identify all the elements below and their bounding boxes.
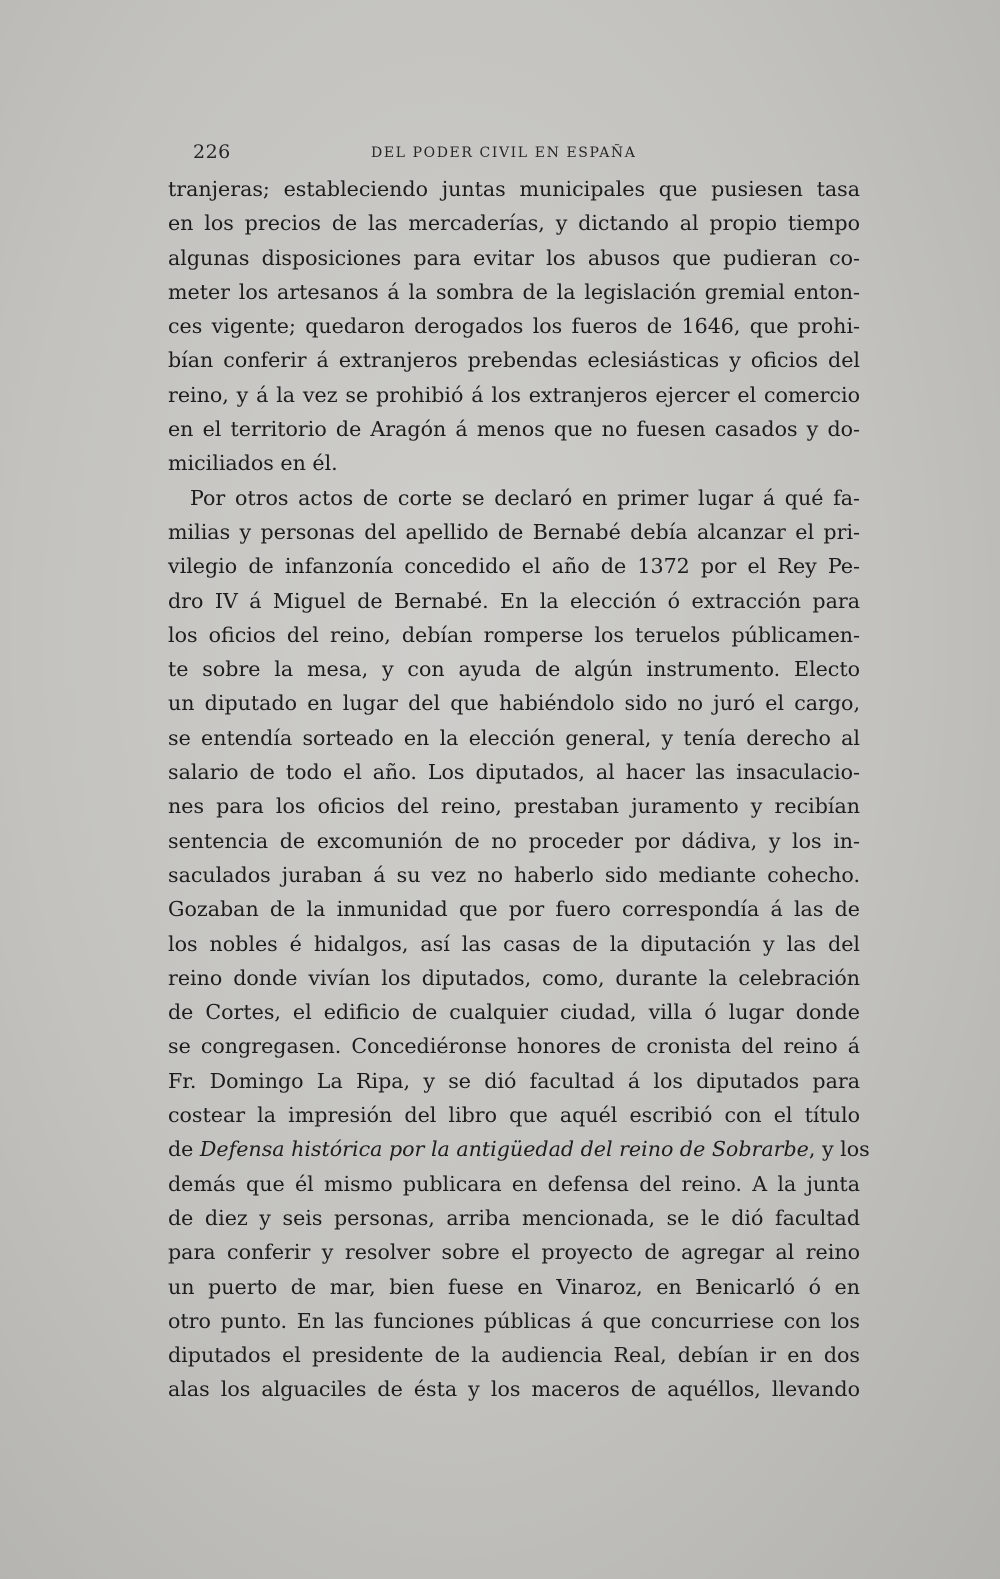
text-line: diputados el presidente de la audiencia Real, debían ir en dos: [168, 1343, 860, 1368]
text-line: en el territorio de Aragón á menos que no fuesen casados y do-: [168, 417, 860, 442]
text-line: un puerto de mar, bien fuese en Vinaroz, en Benicarló ó en: [168, 1274, 860, 1299]
text-line: tranjeras; estableciendo juntas municipales que pusiesen tasa: [168, 177, 860, 201]
text-line: nes para los oficios del reino, prestaban juramento y recibían: [168, 794, 860, 819]
text-line: alas los alguaciles de ésta y los maceros de aquéllos, llevando: [168, 1377, 860, 1402]
text-line: los oficios del reino, debían romperse los teruelos públicamen-: [168, 622, 860, 647]
text-line: bían conferir á extranjeros prebendas eclesiásticas y oficios del: [168, 348, 860, 373]
running-head: DEL PODER CIVIL EN ESPAÑA: [371, 145, 637, 161]
text-line: otro punto. En las funciones públicas á que concurriese con los: [168, 1308, 860, 1333]
text-line: sentencia de excomunión de no proceder por dádiva, y los in-: [168, 828, 860, 853]
text-line: de diez y seis personas, arriba mencionada, se le dió facultad: [168, 1205, 860, 1230]
text-line: dro IV á Miguel de Bernabé. En la elección ó extracción para: [168, 588, 860, 613]
text-line: miciliados en él.: [168, 451, 338, 476]
text-line: Gozaban de la inmunidad que por fuero correspondía á las de: [168, 897, 860, 922]
text-line: reino donde vivían los diputados, como, durante la celebración: [168, 965, 860, 990]
text-line: reino, y á la vez se prohibió á los extranjeros ejercer el comercio: [168, 382, 860, 407]
book-title: Defensa histórica por la antigüedad del reino de Sobrarbe: [199, 1137, 809, 1162]
text-line: salario de todo el año. Los diputados, al hacer las insaculacio-: [168, 760, 860, 785]
text-line: vilegio de infanzonía concedido el año de 1372 por el Rey Pe-: [168, 554, 860, 579]
text-line: Fr. Domingo La Ripa, y se dió facultad á los diputados para: [168, 1068, 860, 1093]
text-line: ces vigente; quedaron derogados los fueros de 1646, que prohi-: [168, 314, 860, 339]
text-line: demás que él mismo publicara en defensa del reino. A la junta: [168, 1171, 860, 1196]
text-line-with-book-title: [168, 1132, 870, 1166]
text-line: te sobre la mesa, y con ayuda de algún instrumento. Electo: [168, 657, 860, 682]
text-line: Por otros actos de corte se declaró en primer lugar á qué fa-: [190, 485, 860, 510]
page-header: [193, 141, 863, 169]
text-line: algunas disposiciones para evitar los abusos que pudieran co-: [168, 245, 860, 270]
text-line: para conferir y resolver sobre el proyecto de agregar al reino: [168, 1240, 860, 1265]
text-line: milias y personas del apellido de Bernabé debía alcanzar el pri-: [168, 519, 860, 544]
text-line: se congregasen. Concediéronse honores de cronista del reino á: [168, 1034, 860, 1059]
text-line: un diputado en lugar del que habiéndolo sido no juró el cargo,: [168, 691, 860, 716]
text-after-title: , y los: [808, 1137, 870, 1162]
text-line: los nobles é hidalgos, así las casas de la diputación y las del: [168, 931, 860, 956]
text-line: saculados juraban á su vez no haberlo sido mediante cohecho.: [168, 862, 860, 887]
body-text: [168, 172, 870, 1407]
text-line: se entendía sorteado en la elección general, y tenía derecho al: [168, 725, 860, 750]
text-line: meter los artesanos á la sombra de la legislación gremial enton-: [168, 279, 860, 304]
text-line: en los precios de las mercaderías, y dictando al propio tiempo: [168, 211, 860, 236]
text-before-title: de: [168, 1137, 200, 1162]
text-line: costear la impresión del libro que aquél escribió con el título: [168, 1103, 860, 1128]
text-line: de Cortes, el edificio de cualquier ciudad, villa ó lugar donde: [168, 1000, 860, 1025]
page-number: 226: [193, 141, 231, 163]
